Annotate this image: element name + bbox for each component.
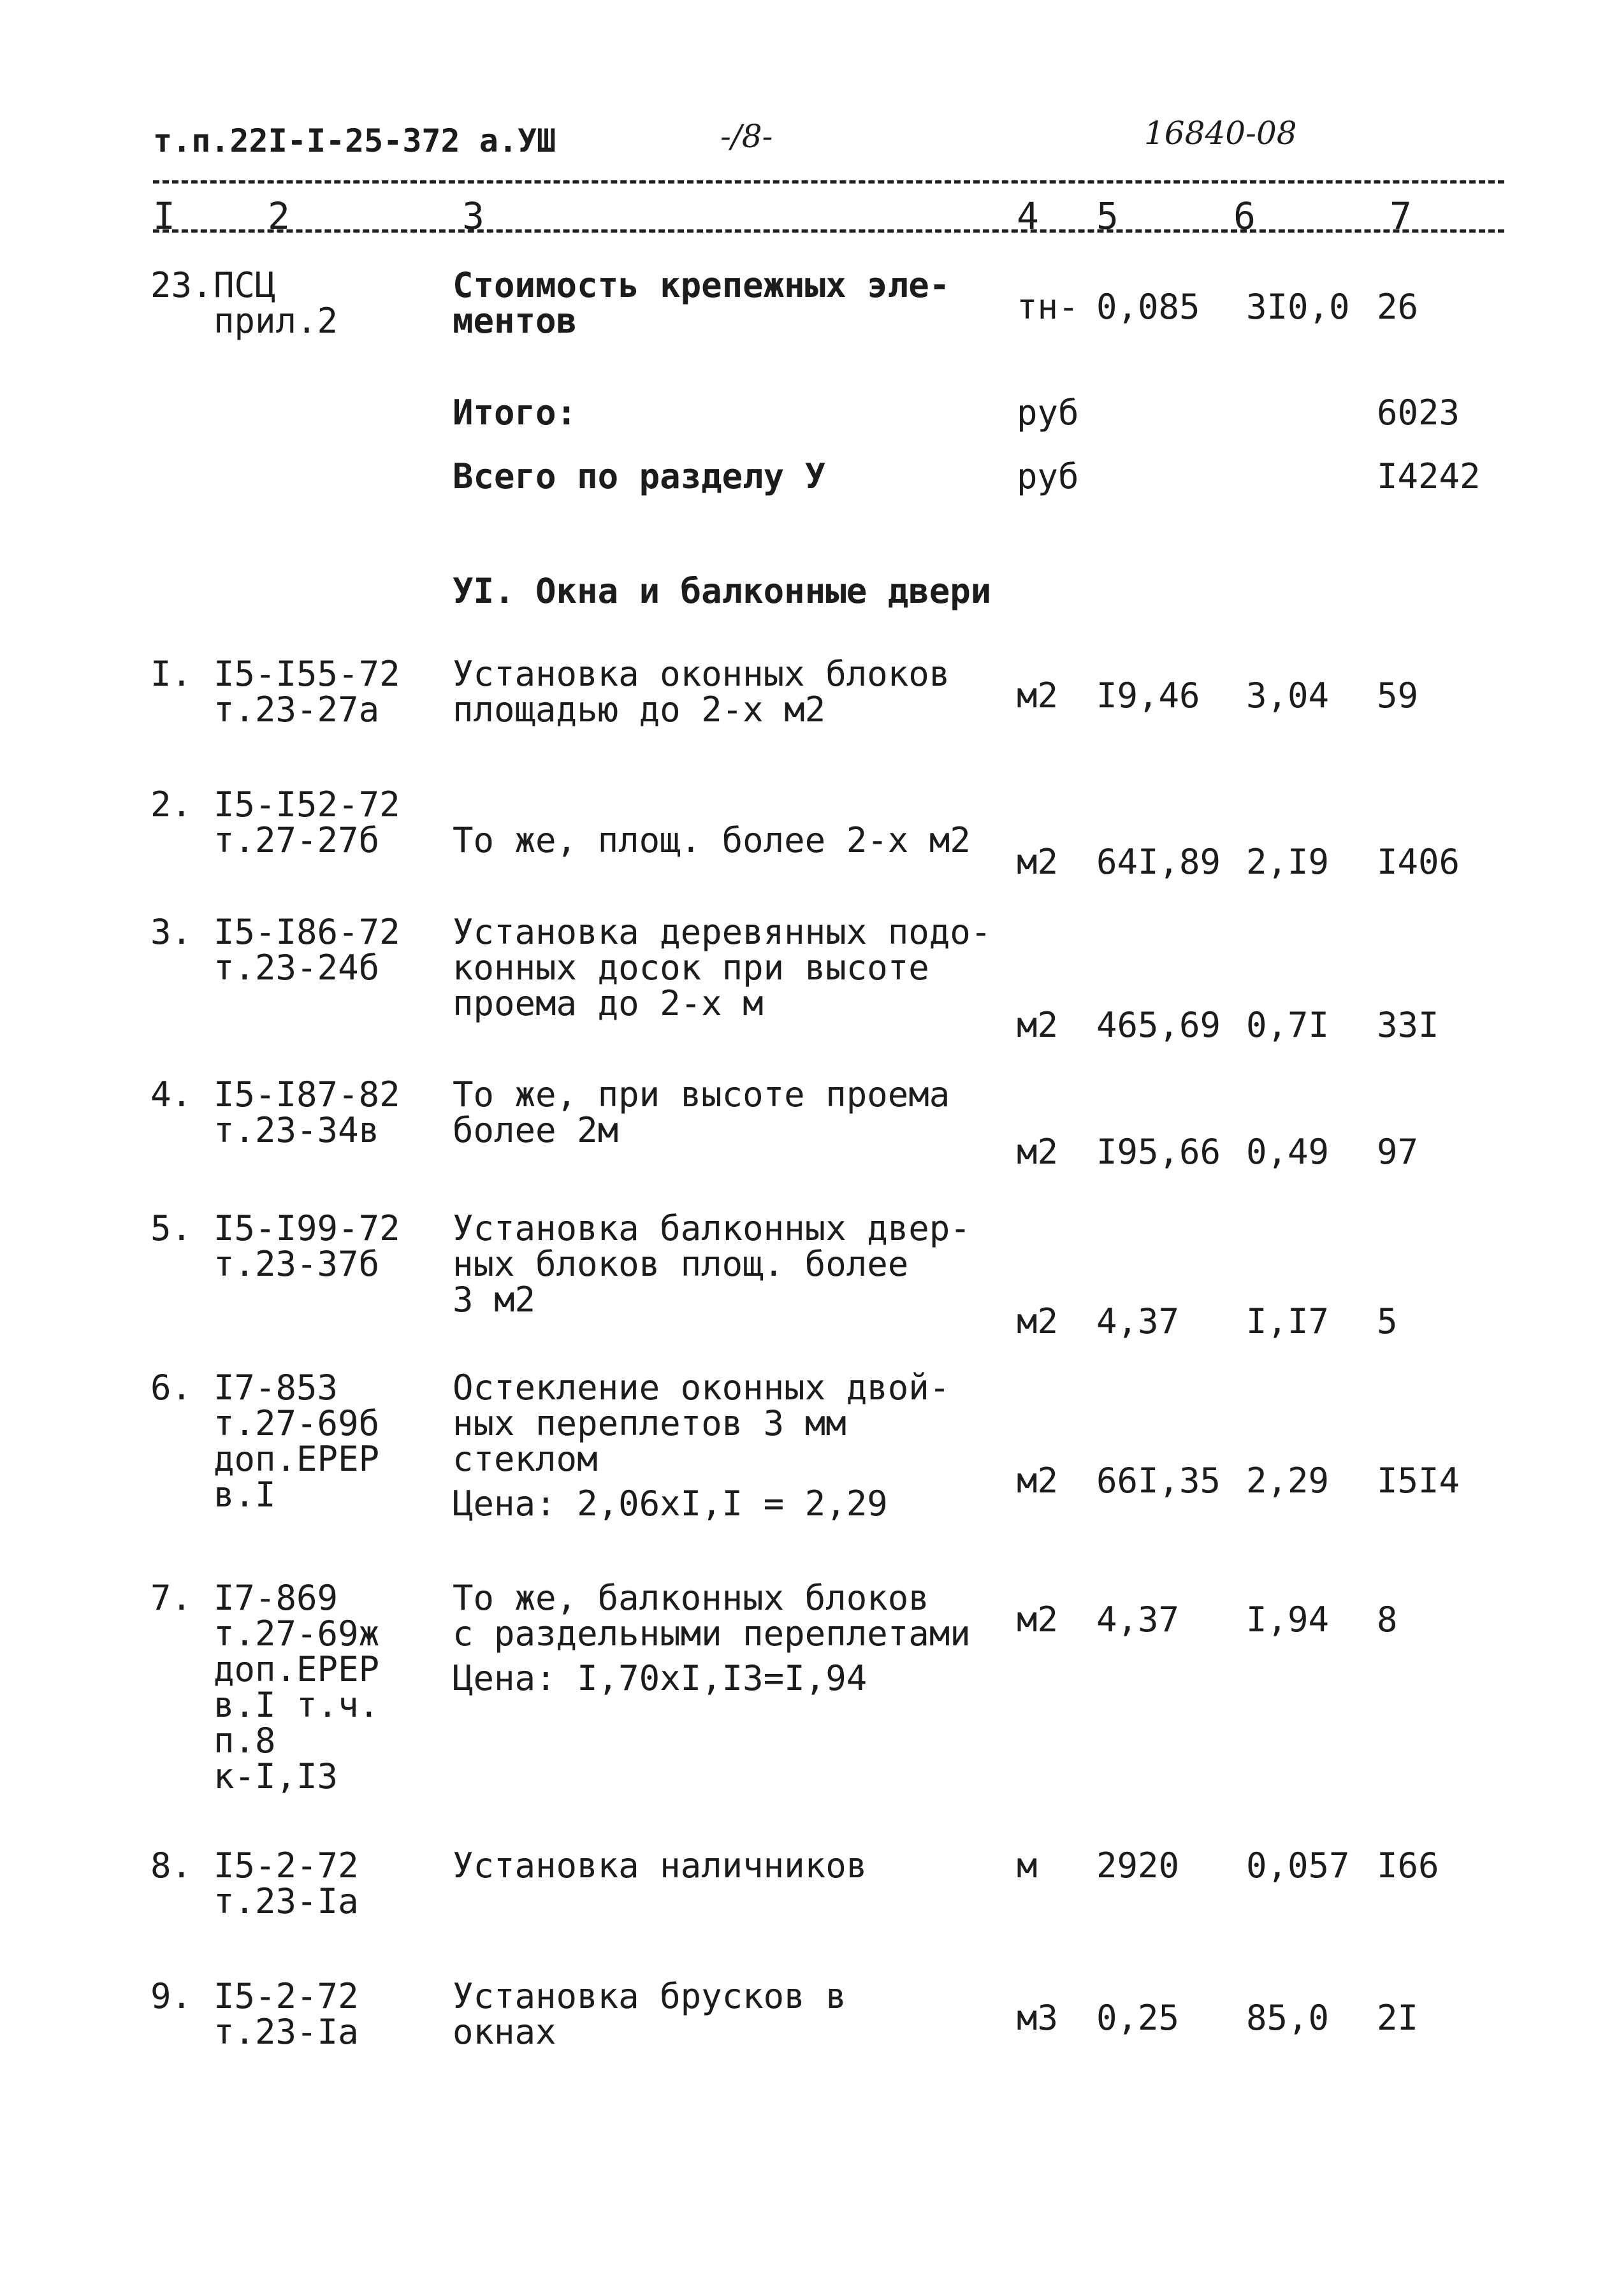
work-description: УI. Окна и балконные двери xyxy=(453,571,992,611)
column-number-3: 3 xyxy=(462,194,484,238)
total-cost: I4242 xyxy=(1377,456,1481,496)
unit: м2 xyxy=(1017,1132,1059,1172)
total-cost: I406 xyxy=(1377,842,1460,882)
unit: м2 xyxy=(1017,1005,1059,1045)
unit-price: 85,0 xyxy=(1246,1998,1330,2038)
unit: м3 xyxy=(1017,1998,1059,2038)
unit: м2 xyxy=(1017,842,1059,882)
total-cost: 2I xyxy=(1377,1998,1419,2038)
total-cost: 59 xyxy=(1377,675,1419,716)
quantity: 2920 xyxy=(1096,1845,1180,1886)
unit-price: 2,29 xyxy=(1246,1461,1330,1501)
total-cost: 5 xyxy=(1377,1301,1398,1341)
price-note: Цена: 2,06хI,I = 2,29 xyxy=(453,1484,888,1524)
work-description: То же, площ. более 2-х м2 xyxy=(453,820,971,860)
unit-price: 3,04 xyxy=(1246,675,1330,716)
unit: м2 xyxy=(1017,675,1059,716)
total-cost: 6023 xyxy=(1377,393,1460,433)
work-description: Установка наличников xyxy=(453,1845,868,1886)
item-number: 6. xyxy=(150,1368,192,1408)
item-number: 9. xyxy=(150,1976,192,2016)
column-number-1: I xyxy=(153,194,175,238)
total-cost: I66 xyxy=(1377,1845,1439,1886)
norm-code: I5-I55-72 т.23-27а xyxy=(214,654,400,730)
work-description: Установка балконных двер- ных блоков площ. более 3 м2 xyxy=(453,1208,971,1320)
norm-code: I5-2-72 т.23-Iа xyxy=(214,1976,359,2052)
work-description: Установка деревянных подо- конных досок при высоте проема до 2-х м xyxy=(453,912,992,1023)
page-number: -/8- xyxy=(720,118,773,155)
quantity: 0,25 xyxy=(1096,1998,1180,2038)
column-number-7: 7 xyxy=(1390,194,1412,238)
archive-number: 16840-08 xyxy=(1144,115,1297,152)
work-description: То же, при высоте проема более 2м xyxy=(453,1074,950,1150)
document-reference: т.п.22I-I-25-372 а.УШ xyxy=(153,122,556,159)
unit-price: I,94 xyxy=(1246,1599,1330,1640)
work-description: То же, балконных блоков с раздельными переплетами xyxy=(453,1578,971,1654)
column-number-5: 5 xyxy=(1096,194,1119,238)
quantity: 0,085 xyxy=(1096,287,1200,327)
work-description: Всего по разделу У xyxy=(453,456,826,496)
quantity: 465,69 xyxy=(1096,1005,1221,1045)
column-number-6: 6 xyxy=(1233,194,1256,238)
norm-code: I5-I52-72 т.27-27б xyxy=(214,784,400,860)
norm-code: I5-I87-82 т.23-34в xyxy=(214,1074,400,1150)
price-note: Цена: I,70хI,I3=I,94 xyxy=(453,1658,868,1698)
unit-price: 3I0,0 xyxy=(1246,287,1350,327)
total-cost: 33I xyxy=(1377,1005,1439,1045)
quantity: 4,37 xyxy=(1096,1301,1180,1341)
work-description: Стоимость крепежных эле- ментов xyxy=(453,265,950,341)
total-cost: I5I4 xyxy=(1377,1461,1460,1501)
unit: руб xyxy=(1017,456,1079,496)
work-description: Установка брусков в окнах xyxy=(453,1976,846,2052)
item-number: I. xyxy=(150,654,192,694)
work-description: Установка оконных блоков площадью до 2-х м2 xyxy=(453,654,950,730)
total-cost: 8 xyxy=(1377,1599,1398,1640)
unit: тн- xyxy=(1017,287,1079,327)
quantity: I9,46 xyxy=(1096,675,1200,716)
column-number-2: 2 xyxy=(268,194,290,238)
total-cost: 26 xyxy=(1377,287,1419,327)
norm-code: I7-853 т.27-69б доп.ЕРЕР в.I xyxy=(214,1368,380,1515)
total-cost: 97 xyxy=(1377,1132,1419,1172)
work-description: Остекление оконных двой- ных переплетов 3 мм стеклом xyxy=(453,1368,950,1479)
norm-code: I5-I99-72 т.23-37б xyxy=(214,1208,400,1284)
item-number: 7. xyxy=(150,1578,192,1618)
unit: м2 xyxy=(1017,1461,1059,1501)
unit-price: 2,I9 xyxy=(1246,842,1330,882)
item-number: 4. xyxy=(150,1074,192,1115)
unit-price: 0,057 xyxy=(1246,1845,1350,1886)
work-description: Итого: xyxy=(453,393,577,433)
quantity: 66I,35 xyxy=(1096,1461,1221,1501)
unit: м xyxy=(1017,1845,1038,1886)
unit: руб xyxy=(1017,393,1079,433)
norm-code: I7-869 т.27-69ж доп.ЕРЕР в.I т.ч. п.8 к-I,I3 xyxy=(214,1578,380,1796)
item-number: 2. xyxy=(150,784,192,825)
header-rule-bottom xyxy=(153,229,1504,233)
column-number-4: 4 xyxy=(1017,194,1039,238)
quantity: 64I,89 xyxy=(1096,842,1221,882)
norm-code: ПСЦ прил.2 xyxy=(214,265,338,341)
item-number: 5. xyxy=(150,1208,192,1248)
unit-price: 0,7I xyxy=(1246,1005,1330,1045)
unit: м2 xyxy=(1017,1301,1059,1341)
header-rule-top xyxy=(153,180,1504,184)
unit-price: 0,49 xyxy=(1246,1132,1330,1172)
item-number: 23. xyxy=(150,265,213,305)
quantity: 4,37 xyxy=(1096,1599,1180,1640)
norm-code: I5-I86-72 т.23-24б xyxy=(214,912,400,988)
item-number: 8. xyxy=(150,1845,192,1886)
norm-code: I5-2-72 т.23-Iа xyxy=(214,1845,359,1921)
item-number: 3. xyxy=(150,912,192,952)
unit-price: I,I7 xyxy=(1246,1301,1330,1341)
quantity: I95,66 xyxy=(1096,1132,1221,1172)
unit: м2 xyxy=(1017,1599,1059,1640)
